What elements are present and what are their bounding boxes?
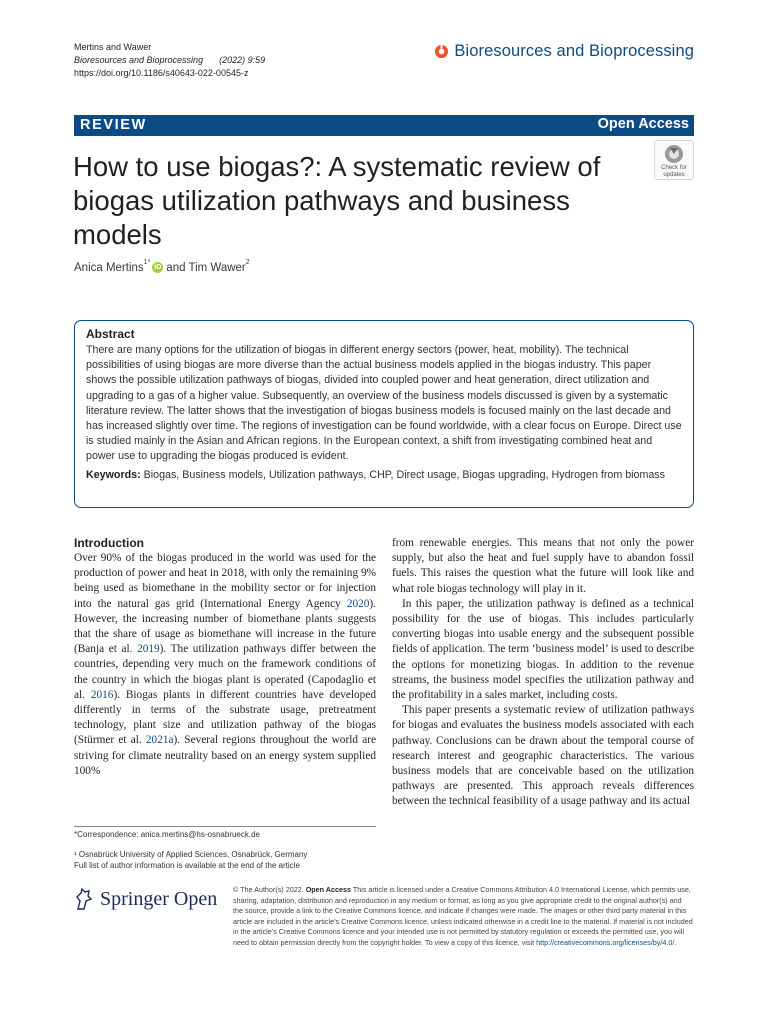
author-list: Anica Mertins $^{1*}$ iD and Tim Wawer $^2$ (74, 259, 250, 274)
author-info-note: Full list of author information is available at the end of the article (74, 861, 300, 870)
check-updates-line1: Check for (661, 165, 687, 171)
article-type-label: REVIEW (80, 117, 147, 133)
journal-logo-icon (434, 44, 449, 59)
keywords-label: Keywords: (86, 468, 141, 481)
citation-link[interactable]: 2021a (145, 734, 174, 747)
body-paragraph: In this paper, the utilization pathway is defined as a technical possibility for the use of biogas. This includes particularly converting biogas into usable energy and the subsequent possible fields of application. The term ‘business model’ is used to describe the options for monetizing biogas. In addition to the revenue streams, the business model specifies the utilization pathway and the profitability in a sales market, including costs. (392, 597, 694, 702)
affiliation-note: ¹ Osnabrück University of Applied Sciences, Osnabrück, Germany (74, 850, 308, 859)
check-updates-line2: updates (663, 172, 685, 178)
header-journal: Bioresources and Bioprocessing (74, 55, 204, 65)
springer-open-logo[interactable] (74, 887, 217, 911)
abstract-heading: Abstract (86, 327, 135, 341)
citation-link[interactable]: 2019 (137, 643, 160, 656)
running-header (74, 41, 265, 80)
paper-title: How to use biogas?: A systematic review of biogas utilization pathways and business models (73, 151, 601, 250)
section-heading-introduction: Introduction (74, 536, 144, 550)
body-column-right (392, 536, 694, 810)
abstract-box (74, 320, 694, 508)
license-link[interactable]: http://creativecommons.org/licenses/by/4.0/ (536, 937, 675, 947)
body-column-left (74, 536, 376, 779)
citation-link[interactable]: 2016 (90, 688, 114, 701)
journal-brand (434, 42, 694, 61)
body-paragraph: from renewable energies. This means that not only the power supply, but also the heat and fuel supply have to abandon fossil fuels. This raises the question what the future will look like and what role biogas technology will play in it. (392, 537, 694, 595)
author-1-name[interactable]: Anica Mertins (74, 262, 144, 274)
header-authors: Mertins and Wawer (74, 42, 152, 52)
article-type-bar (74, 115, 694, 136)
author-2-name[interactable]: and Tim Wawer (166, 262, 246, 274)
orcid-icon[interactable]: iD (154, 264, 162, 271)
intro-paragraph-1: Over 90% of the biogas produced in the world was used for the production of power and heat in 2018, with only the remaining 9% being used as biomethane in the mobility sector or for injection into the natural gas grid (International Energy Agency 2020). However, the increasing number of biomethane plants suggests that the share of usage as biomethane will increase in the future (Banja et al. 2019). The utilization pathways differ between the countries, depending very much on the framework conditions of the country in which the biogas plant is operated (Capodaglio et al. 2016). Biogas plants in different countries have developed differently in terms of the substrate usage, pretreatment technology, plant size and utilization pathway of the biogas (Stürmer et al. 2021a). Several regions throughout the world are striving for climate neutrality based on an energy system supplied 100% (74, 552, 377, 777)
open-access-label: Open Access (597, 116, 689, 132)
check-for-updates-button[interactable] (654, 140, 694, 180)
citation-link[interactable]: 2020 (346, 597, 370, 610)
springer-wordmark: Springer Open (100, 887, 218, 910)
keywords-text: Biogas, Business models, Utilization pathways, CHP, Direct usage, Biogas upgrading, Hydrogen from biomass (143, 468, 665, 481)
header-volume: (2022) 9:59 (219, 55, 266, 65)
header-citation (74, 54, 265, 67)
correspondence-note[interactable]: *Correspondence: anica.mertins@hs-osnabrueck.de (74, 830, 260, 839)
license-text: © The Author(s) 2022. Open Access This article is licensed under a Creative Commons Attribution 4.0 International License, which permits use, sharing, adaptation, distribution and reproduction in any medium or format, as long as you give appropriate credit to the original author(s) and the source, provide a link to the Creative Commons licence, and indicate if changes were made. The images or other third party material in this article are included in the article’s Creative Commons licence, unless indicated otherwise in a credit line to the material. If material is not included in the article’s Creative Commons licence and your intended use is not permitted by statutory regulation or exceeds the permitted use, you will need to obtain permission directly from the copyright holder. To view a copy of this licence, visit http://creativecommons.org/licenses/by/4.0/. (233, 885, 693, 947)
body-paragraph: This paper presents a systematic review of utilization pathways for biogas and evaluates the business models associated with each pathway. Conclusions can be drawn about the temporal course of research interest and geographic characteristics. The various business models that are conceivable based on the utilization pathways are presented. This approach reveals differences between the technical feasibility of a usage pathway and its actual (392, 704, 694, 808)
check-updates-icon (664, 144, 684, 164)
footnotes (74, 826, 376, 871)
abstract-text: There are many options for the utilization of biogas in different energy sectors (power, heat, mobility). The technical possibilities of using biogas are more diverse than the actual business models applied in the biogas industry. This paper shows the possible utilization pathways of biogas, divided into coupled power and heat generation, direct utilization and upgrading to a gas of a higher value. Subsequently, an overview of the business models discussed is given by a systematic literature review. The latter shows that the investigation of biogas business models is focused mainly on the last decade and has increased slightly over time. The regions of investigation can be found worldwide, with a clear focus on Europe. Direct use is studied mainly in the Asian and African regions. In the European context, a shift from investigating combined heat and power use to upgrading the biogas produced is evident. (86, 344, 682, 463)
keywords (86, 468, 682, 483)
license-open-access: Open Access (305, 885, 351, 894)
header-doi[interactable]: https://doi.org/10.1186/s40643-022-00545-z (74, 68, 249, 78)
journal-brand-name: Bioresources and Bioprocessing (454, 42, 694, 60)
springer-horse-icon (74, 887, 94, 911)
